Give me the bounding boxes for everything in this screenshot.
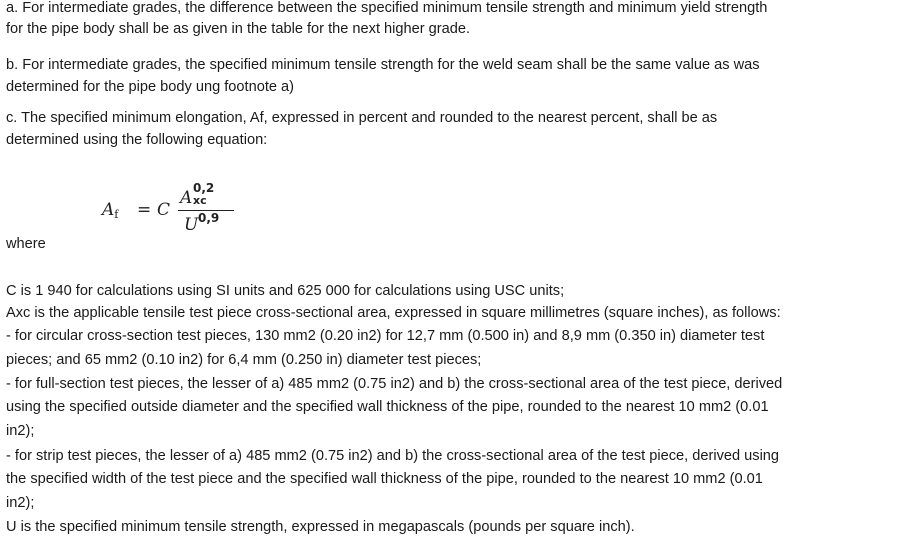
- denominator-exponent: 0,9: [198, 211, 220, 225]
- numerator-symbol: A: [180, 188, 193, 208]
- footnote-c-line-1: c. The specified minimum elongation, Af, expressed in percent and rounded to the nearest percent, shall be as: [6, 110, 718, 126]
- equals-sign: =: [137, 200, 152, 220]
- definition-circular-line-2: pieces; and 65 mm2 (0.10 in2) for 6,4 mm (0.250 in) diameter test pieces;: [6, 352, 482, 368]
- footnote-a-line-1: a. For intermediate grades, the difference between the specified minimum tensile strength and minimum yield strength: [6, 0, 768, 16]
- definition-strip-line-3: in2);: [6, 495, 35, 511]
- definition-c: C is 1 940 for calculations using SI units and 625 000 for calculations using USC units;: [6, 283, 565, 299]
- numerator-subscript: xc: [193, 194, 207, 207]
- footnote-c-line-2: determined using the following equation:: [6, 132, 268, 148]
- lhs-subscript: f: [114, 208, 119, 221]
- elongation-equation: [100, 178, 260, 238]
- definition-full-section-line-3: in2);: [6, 423, 35, 439]
- definition-strip-line-1: - for strip test pieces, the lesser of a) 485 mm2 (0.75 in2) and b) the cross-sectional area of the test piece, derived using: [6, 448, 780, 464]
- definition-full-section-line-1: - for full-section test pieces, the lesser of a) 485 mm2 (0.75 in2) and b) the cross-sectional area of the test piece, derived: [6, 376, 783, 392]
- footnote-a-line-2: for the pipe body shall be as given in the table for the next higher grade.: [6, 21, 471, 37]
- constant-c: C: [157, 200, 171, 220]
- definition-axc: Axc is the applicable tensile test piece cross-sectional area, expressed in square millimetres (square inches), as follows:: [6, 305, 781, 321]
- definition-circular-line-1: - for circular cross-section test pieces, 130 mm2 (0.20 in2) for 12,7 mm (0.500 in) and 8,9 mm (0.350 in) diameter test: [6, 328, 765, 344]
- numerator-exponent: 0,2: [193, 181, 215, 195]
- footnote-b-line-1: b. For intermediate grades, the specified minimum tensile strength for the weld seam shall be the same value as was: [6, 57, 760, 73]
- definition-strip-line-2: the specified width of the test piece and the specified wall thickness of the pipe, rounded to the nearest 10 mm2 (0.01: [6, 471, 763, 487]
- footnote-b-line-2: determined for the pipe body ung footnote a): [6, 79, 295, 95]
- lhs-symbol: A: [102, 200, 115, 220]
- where-label: where: [6, 236, 46, 252]
- definition-full-section-line-2: using the specified outside diameter and the specified wall thickness of the pipe, rounded to the nearest 10 mm2 (0.01: [6, 399, 769, 415]
- denominator-symbol: U: [184, 215, 199, 235]
- definition-u: U is the specified minimum tensile strength, expressed in megapascals (pounds per square inch).: [6, 519, 635, 535]
- equation-lhs: [102, 200, 118, 221]
